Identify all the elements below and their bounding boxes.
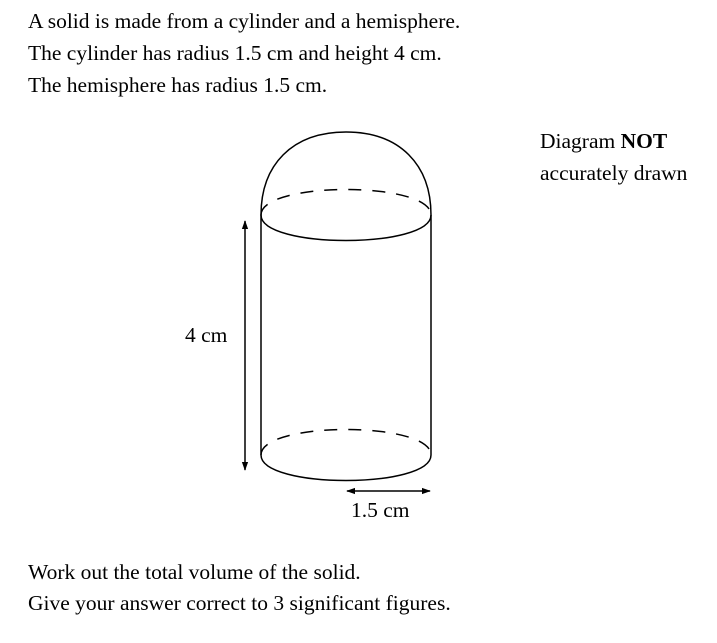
bottom-ellipse-back — [261, 430, 431, 456]
question-line-2: Give your answer correct to 3 significant figures. — [28, 591, 451, 615]
question-line-1: Work out the total volume of the solid. — [28, 560, 361, 584]
intro-line-1: A solid is made from a cylinder and a hemisphere. — [28, 9, 461, 33]
height-label: 4 cm — [185, 323, 228, 347]
top-ellipse-back — [261, 190, 431, 216]
intro-line-2: The cylinder has radius 1.5 cm and height 4 cm. — [28, 41, 442, 65]
diagram-note-emphasis: NOT — [620, 129, 668, 153]
hemisphere-outline — [261, 132, 431, 215]
top-ellipse-front — [261, 215, 431, 241]
radius-label: 1.5 cm — [351, 498, 410, 522]
diagram-note-prefix: Diagram — [540, 129, 621, 153]
diagram-note-line-2: accurately drawn — [540, 161, 688, 185]
intro-line-3: The hemisphere has radius 1.5 cm. — [28, 73, 328, 97]
bottom-ellipse-front — [261, 455, 431, 481]
